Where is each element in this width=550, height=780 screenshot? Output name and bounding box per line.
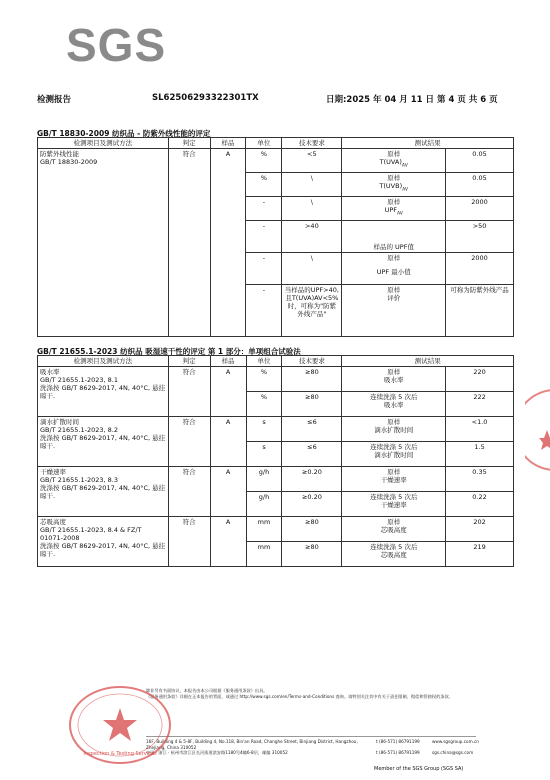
result-label <box>342 253 446 285</box>
table-row <box>38 467 514 492</box>
footer-member: Member of the SGS Group (SGS SA) <box>374 766 464 772</box>
unit-cell: s <box>246 442 282 467</box>
uv-table-header <box>38 138 514 149</box>
result-label <box>342 542 446 567</box>
result-label <box>342 197 446 221</box>
unit-cell: mm <box>246 542 282 567</box>
uv-table <box>37 137 514 337</box>
moisture-item-wash: 洗涤按 GB/T 8629-2017, 4N, 40°C, 悬挂晾干. <box>40 484 166 500</box>
moisture-item-cell <box>38 467 169 517</box>
result-label-l1: 连续洗涤 5 次后 <box>370 393 418 401</box>
unit-cell: s <box>246 417 282 442</box>
req-cell: \ <box>282 173 342 197</box>
col-requirement: 技术要求 <box>282 356 342 367</box>
report-date: 日期:2025 年 04 月 11 日 <box>326 95 435 105</box>
moisture-verdict: 符合 <box>168 517 210 567</box>
col-unit: 单位 <box>246 356 282 367</box>
result-value: 219 <box>446 542 514 567</box>
moisture-sample: A <box>210 367 246 417</box>
side-stamp-icon <box>525 380 550 500</box>
footer-address-cn: 中国 · 浙江 · 杭州市滨江区长河街道滨安路1180号4幢6-8层，邮编 310052 <box>146 750 288 755</box>
req-cell: ≤6 <box>282 442 342 467</box>
result-label-l2: 滴水扩散时间 <box>374 426 414 434</box>
moisture-sample: A <box>210 517 246 567</box>
footer-web2: sgs.china@sgs.com <box>432 750 474 755</box>
result-label-line2: T(UVB) <box>379 182 403 190</box>
unit-cell: % <box>246 149 282 173</box>
col-requirement: 技术要求 <box>282 138 342 149</box>
result-value: 0.35 <box>446 467 514 492</box>
unit-cell: g/h <box>246 492 282 517</box>
uv-sample: A <box>210 149 246 337</box>
result-label-line1: 原样 <box>387 150 401 158</box>
unit-cell: % <box>246 367 282 392</box>
page-number: 第 4 页 共 6 页 <box>437 95 498 105</box>
section2-title: GB/T 21655.1-2023 纺织品 吸湿速干性的评定 第 1 部分：单项组合试验法 <box>37 347 301 356</box>
result-label-line2: UPF <box>384 206 397 214</box>
moisture-item-wash: 洗涤按 GB/T 8629-2017, 4N, 40°C, 悬挂晾干. <box>40 384 166 400</box>
req-cell: <5 <box>282 149 342 173</box>
footer-tel2: t (86-571) 86791199 <box>376 750 420 755</box>
unit-cell: mm <box>246 517 282 542</box>
footer-tel1: t (86-571) 86791199 <box>376 739 420 744</box>
req-cell: ≥80 <box>282 542 342 567</box>
unit-cell: - <box>246 221 282 253</box>
result-label <box>342 517 446 542</box>
moisture-item-std: GB/T 21655.1-2023, 8.4 & FZ/T 01071-2008 <box>40 526 142 542</box>
subscript: AV <box>396 211 403 217</box>
result-label <box>342 442 446 467</box>
req-cell: ≥80 <box>282 392 342 417</box>
result-label-l2: 干燥速率 <box>380 476 407 484</box>
result-label-l1: 原样 <box>387 368 401 376</box>
result-value: 可称为防紫外线产品 <box>446 285 514 337</box>
result-label-line1: 原样 <box>387 198 401 206</box>
result-label-l1: 原样 <box>387 518 401 526</box>
unit-cell: % <box>246 173 282 197</box>
result-label-l1: 连续洗涤 5 次后 <box>370 543 418 551</box>
result-value: 220 <box>446 367 514 392</box>
footer-divider <box>146 736 476 737</box>
moisture-item-cell <box>38 367 169 417</box>
req-cell: ≥0.20 <box>282 467 342 492</box>
unit-cell: - <box>246 253 282 285</box>
col-verdict: 判定 <box>168 356 210 367</box>
stamp-seal-icon <box>65 680 175 770</box>
moisture-verdict: 符合 <box>168 467 210 517</box>
subscript: AV <box>402 187 408 193</box>
result-label-l1: 原样 <box>387 468 401 476</box>
req-cell: 当样品的UPF>40,且T(UVA)AV<5%时，可称为"防紫外线产品" <box>282 285 342 337</box>
req-cell: ≥80 <box>282 367 342 392</box>
result-label-l1: 连续洗涤 5 次后 <box>370 443 418 451</box>
moisture-item-item: 吸水率 <box>40 368 60 376</box>
result-label-l1: 连续洗涤 5 次后 <box>370 493 418 501</box>
result-label <box>342 392 446 417</box>
moisture-item-cell <box>38 417 169 467</box>
table-row <box>38 417 514 442</box>
result-value: 0.05 <box>446 149 514 173</box>
uv-item-std: GB/T 18830-2009 <box>40 158 98 166</box>
result-label <box>342 149 446 173</box>
col-unit: 单位 <box>246 138 282 149</box>
unit-cell: - <box>246 197 282 221</box>
result-label <box>342 173 446 197</box>
uv-item-cell <box>38 149 169 337</box>
moisture-verdict: 符合 <box>168 417 210 467</box>
doc-type: 检测报告 <box>37 95 72 105</box>
result-label-l2: 吸水率 <box>383 401 404 409</box>
table-row <box>38 367 514 392</box>
footer-para2: 《服务通用条款》详细在正本报告的背面，或通过 http://www.sgs.com/en/Terms-and-Conditions 查询。请特别关注其中有关于责任限制、赔偿和管辖权的条款。 <box>146 694 453 699</box>
moisture-item-wash: 洗涤按 GB/T 8629-2017, 4N, 40°C, 悬挂晾干. <box>40 434 166 450</box>
result-label-l2: 吸水率 <box>383 376 404 384</box>
sgs-logo: SGS <box>66 19 167 71</box>
req-cell: >40 <box>282 221 342 253</box>
result-label-l2: 芯吸高度 <box>380 551 407 559</box>
col-sample: 样品 <box>210 138 246 149</box>
moisture-item-wash: 洗涤按 GB/T 8629-2017, 4N, 40°C, 悬挂晾干. <box>40 542 166 558</box>
col-verdict: 判定 <box>168 138 210 149</box>
result-label <box>342 417 446 442</box>
result-value: 0.05 <box>446 173 514 197</box>
result-label <box>342 492 446 517</box>
result-label-line2: 评价 <box>387 294 401 302</box>
moisture-sample: A <box>210 467 246 517</box>
moisture-item-item: 滴水扩散时间 <box>40 418 79 426</box>
result-label-l2: 滴水扩散时间 <box>374 451 414 459</box>
moisture-table <box>37 355 514 567</box>
footer-address-en: 16F, Building 4 & 5-8F, Building 4, No.118, Bin'an Road, Changhe Street, Binjiang District, Hangzhou, Zhejiang, China 310052 <box>146 739 358 750</box>
moisture-item-std: GB/T 21655.1-2023, 8.3 <box>40 476 118 484</box>
uv-verdict: 符合 <box>168 149 210 337</box>
result-label: 样品的 UPF值 <box>342 221 446 253</box>
unit-cell: % <box>246 392 282 417</box>
result-label-line1: 原样 <box>387 286 401 294</box>
unit-cell: g/h <box>246 467 282 492</box>
moisture-item-item: 干燥速率 <box>40 468 66 476</box>
table-row <box>38 149 514 173</box>
req-cell: ≥0.20 <box>282 492 342 517</box>
result-label <box>342 367 446 392</box>
req-cell: ≤6 <box>282 417 342 442</box>
result-value: 2000 <box>446 197 514 221</box>
result-value: 0.22 <box>446 492 514 517</box>
moisture-item-std: GB/T 21655.1-2023, 8.2 <box>40 426 118 434</box>
result-label-line2: T(UVA) <box>379 158 402 166</box>
section1-title: GB/T 18830-2009 纺织品 - 防紫外线性能的评定 <box>37 129 211 138</box>
uv-item-name: 防紫外线性能 <box>40 150 79 158</box>
result-label-l1: 原样 <box>387 418 401 426</box>
req-cell: ≥80 <box>282 517 342 542</box>
col-item: 检测项目及测试方法 <box>38 356 169 367</box>
req-cell: \ <box>282 253 342 285</box>
result-value: 202 <box>446 517 514 542</box>
moisture-table-header <box>38 356 514 367</box>
result-label <box>342 285 446 337</box>
col-item: 检测项目及测试方法 <box>38 138 169 149</box>
moisture-item-std: GB/T 21655.1-2023, 8.1 <box>40 376 118 384</box>
table-row <box>38 517 514 542</box>
moisture-verdict: 符合 <box>168 367 210 417</box>
result-value: >50 <box>446 221 514 253</box>
footer-terms <box>146 688 476 700</box>
footer-web1: www.sgsgroup.com.cn <box>432 739 479 744</box>
footer-para1: 除非另有书面协议，本报告由本公司根据《服务通用条款》出具。 <box>146 688 268 693</box>
result-label-l2: 芯吸高度 <box>380 526 407 534</box>
result-value: 222 <box>446 392 514 417</box>
result-label-l2: 干燥速率 <box>380 501 407 509</box>
result-value: <1.0 <box>446 417 514 442</box>
result-value: 2000 <box>446 253 514 285</box>
req-cell: \ <box>282 197 342 221</box>
unit-cell: - <box>246 285 282 337</box>
subscript: AV <box>401 163 408 169</box>
result-label-line2: UPF 最小值 <box>376 268 411 276</box>
moisture-item-cell <box>38 517 169 567</box>
result-value: 1.5 <box>446 442 514 467</box>
report-number: SL62506293322301TX <box>152 93 259 103</box>
moisture-sample: A <box>210 417 246 467</box>
result-label-line1: 原样 <box>387 174 401 182</box>
col-result: 测试结果 <box>342 138 514 149</box>
moisture-item-item: 芯吸高度 <box>40 518 66 526</box>
result-label <box>342 467 446 492</box>
col-result: 测试结果 <box>342 356 514 367</box>
result-label-line1: 原样 <box>387 254 401 262</box>
stamp-label: Inspection & Testing Services <box>83 751 157 757</box>
col-sample: 样品 <box>210 356 246 367</box>
